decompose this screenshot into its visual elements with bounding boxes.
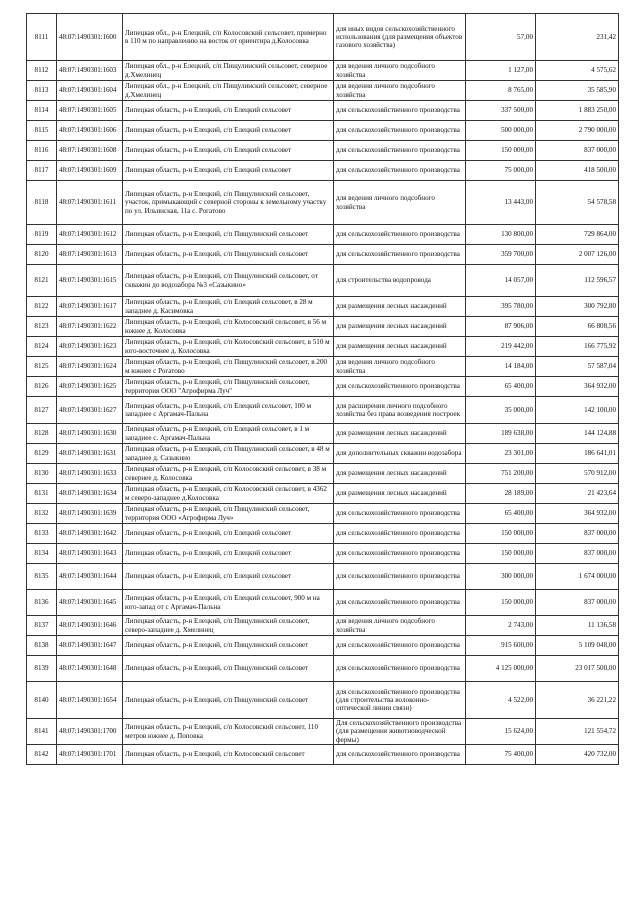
table-row [27,14,619,61]
cadastral-number-cell: 48:07:1490301:1634 [57,484,123,504]
row-number-cell: 8141 [27,719,57,745]
plot-address-cell: Липецкая обл., р-н Елецкий, с/п Пищулинский сельсовет, северное д.Хмелинец [123,81,334,101]
permitted-use-cell: для строительства водопровода [334,265,466,297]
cadastral-value-cell: 54 578,58 [536,181,619,225]
cadastral-number-cell: 48:07:1490301:1639 [57,504,123,524]
cadastral-value-cell: 186 641,01 [536,444,619,464]
cadastral-number-cell: 48:07:1490301:1642 [57,524,123,544]
plot-address-cell: Липецкая область, р-н Елецкий, с/п Пищулинский сельсовет, территория ООО "Агрофирма Луч" [123,377,334,397]
permitted-use-cell: для сельскохозяйственного производства [334,544,466,564]
permitted-use-cell: для размещения лесных насаждений [334,464,466,484]
table-row [27,564,619,590]
plot-area-cell: 14 184,00 [466,357,536,377]
plot-area-cell: 150 000,00 [466,141,536,161]
row-number-cell: 8138 [27,636,57,656]
cadastral-number-cell: 48:07:1490301:1625 [57,377,123,397]
cadastral-number-cell: 48:07:1490301:1611 [57,181,123,225]
cadastral-value-cell: 837 000,00 [536,544,619,564]
permitted-use-cell: для сельскохозяйственного производства [334,245,466,265]
cadastral-number-cell: 48:07:1490301:1608 [57,141,123,161]
table-row [27,656,619,682]
plot-address-cell: Липецкая область, р-н Елецкий, с/п Пищулинский сельсовет, в 48 м западнее д. Сазыкино [123,444,334,464]
permitted-use-cell: для сельскохозяйственного производства [334,101,466,121]
plot-area-cell: 150 000,00 [466,590,536,616]
table-row [27,524,619,544]
plot-area-cell: 300 000,00 [466,564,536,590]
table-row [27,590,619,616]
table-row [27,377,619,397]
cadastral-value-cell: 121 554,72 [536,719,619,745]
cadastral-value-cell: 11 136,58 [536,616,619,636]
cadastral-number-cell: 48:07:1490301:1646 [57,616,123,636]
cadastral-value-cell: 144 124,88 [536,424,619,444]
plot-address-cell: Липецкая область, р-н Елецкий, с/п Елецкий сельсовет [123,524,334,544]
cadastral-number-cell: 48:07:1490301:1605 [57,101,123,121]
plot-address-cell: Липецкая область, р-н Елецкий, с/п Пищулинский сельсовет, участок, примыкающий с северной стороны к земельному участку по ул. Ильинская, 11а с. Рогатово [123,181,334,225]
row-number-cell: 8133 [27,524,57,544]
plot-address-cell: Липецкая область, р-н Елецкий, с/п Колосовский сельсовет, в 56 м южнее д. Колосовка [123,317,334,337]
permitted-use-cell: для размещения лесных насаждений [334,484,466,504]
row-number-cell: 8117 [27,161,57,181]
permitted-use-cell: для ведения личного подсобного хозяйства [334,61,466,81]
plot-address-cell: Липецкая область, р-н Елецкий, с/п Пищулинский сельсовет, в 200 м южнее с Рогатово [123,357,334,377]
permitted-use-cell: для сельскохозяйственного производства [334,161,466,181]
plot-area-cell: 15 624,00 [466,719,536,745]
table-row [27,682,619,719]
plot-address-cell: Липецкая область, р-н Елецкий, с/п Елецкий сельсовет [123,161,334,181]
row-number-cell: 8135 [27,564,57,590]
row-number-cell: 8113 [27,81,57,101]
plot-address-cell: Липецкая область, р-н Елецкий, с/п Елецкий сельсовет [123,564,334,590]
cadastral-value-cell: 231,42 [536,14,619,61]
permitted-use-cell: для ведения личного подсобного хозяйства [334,357,466,377]
table-row [27,81,619,101]
table-row [27,544,619,564]
table-row [27,245,619,265]
table-row [27,297,619,317]
permitted-use-cell: для сельскохозяйственного производства [334,564,466,590]
permitted-use-cell: для ведения личного подсобного хозяйства [334,616,466,636]
plot-area-cell: 4 522,00 [466,682,536,719]
cadastral-value-cell: 1 674 000,00 [536,564,619,590]
cadastral-number-cell: 48:07:1490301:1631 [57,444,123,464]
plot-address-cell: Липецкая область, р-н Елецкий, с/п Пищулинский сельсовет, северо-западнее д. Хмелинец [123,616,334,636]
plot-area-cell: 13 443,00 [466,181,536,225]
plot-address-cell: Липецкая область, р-н Елецкий, с/п Пищулинский сельсовет [123,682,334,719]
cadastral-value-cell: 364 932,00 [536,377,619,397]
plot-address-cell: Липецкая область, р-н Елецкий, с/п Елецкий сельсовет [123,141,334,161]
plot-address-cell: Липецкая область, р-н Елецкий, с/п Колосовский сельсовет [123,745,334,765]
cadastral-number-cell: 48:07:1490301:1648 [57,656,123,682]
table-row [27,444,619,464]
permitted-use-cell: для сельскохозяйственного производства [334,141,466,161]
row-number-cell: 8121 [27,265,57,297]
row-number-cell: 8124 [27,337,57,357]
cadastral-value-cell: 837 000,00 [536,590,619,616]
table-row [27,265,619,297]
cadastral-number-cell: 48:07:1490301:1606 [57,121,123,141]
row-number-cell: 8114 [27,101,57,121]
cadastral-number-cell: 48:07:1490301:1604 [57,81,123,101]
row-number-cell: 8130 [27,464,57,484]
table-row [27,719,619,745]
plot-area-cell: 500 000,00 [466,121,536,141]
cadastral-value-cell: 23 017 500,00 [536,656,619,682]
table-row [27,317,619,337]
plot-address-cell: Липецкая область, р-н Елецкий, с/п Пищулинский сельсовет [123,225,334,245]
cadastral-number-cell: 48:07:1490301:1647 [57,636,123,656]
table-row [27,61,619,81]
table-row [27,141,619,161]
permitted-use-cell: для размещения лесных насаждений [334,297,466,317]
row-number-cell: 8119 [27,225,57,245]
row-number-cell: 8140 [27,682,57,719]
row-number-cell: 8132 [27,504,57,524]
cadastral-value-cell: 364 932,00 [536,504,619,524]
cadastral-value-cell: 2 007 126,00 [536,245,619,265]
permitted-use-cell: для размещения лесных насаждений [334,337,466,357]
cadastral-number-cell: 48:07:1490301:1633 [57,464,123,484]
plot-address-cell: Липецкая область, р-н Елецкий, с/п Пищулинский сельсовет [123,656,334,682]
plot-address-cell: Липецкая область, р-н Елецкий, с/п Елецкий сельсовет [123,121,334,141]
plot-area-cell: 1 127,00 [466,61,536,81]
permitted-use-cell: для сельскохозяйственного производства [334,656,466,682]
plot-area-cell: 87 906,00 [466,317,536,337]
cadastral-value-cell: 837 000,00 [536,524,619,544]
plot-address-cell: Липецкая область, р-н Елецкий, с/п Колосовский сельсовет, в 38 м севернее д. Колосовка [123,464,334,484]
plot-area-cell: 28 189,00 [466,484,536,504]
cadastral-number-cell: 48:07:1490301:1613 [57,245,123,265]
cadastral-value-cell: 5 109 048,00 [536,636,619,656]
row-number-cell: 8142 [27,745,57,765]
table-row [27,357,619,377]
plot-address-cell: Липецкая область, р-н Елецкий, с/п Пищулинский сельсовет, от скважин до водозабора №3 «Сазыкино» [123,265,334,297]
cadastral-number-cell: 48:07:1490301:1630 [57,424,123,444]
table-row [27,636,619,656]
cadastral-number-cell: 48:07:1490301:1700 [57,719,123,745]
permitted-use-cell: для ведения личного подсобного хозяйства [334,81,466,101]
row-number-cell: 8125 [27,357,57,377]
plot-address-cell: Липецкая область, р-н Елецкий, с/п Пищулинский сельсовет [123,245,334,265]
permitted-use-cell: для дополнительных скважин водозабора [334,444,466,464]
cadastral-value-cell: 420 732,00 [536,745,619,765]
row-number-cell: 8111 [27,14,57,61]
row-number-cell: 8116 [27,141,57,161]
cadastral-value-cell: 729 864,00 [536,225,619,245]
cadastral-value-cell: 2 790 000,00 [536,121,619,141]
permitted-use-cell: Для сельскохозяйственного производства (для размещения животноводческой фермы) [334,719,466,745]
plot-area-cell: 915 600,00 [466,636,536,656]
plot-address-cell: Липецкая область, р-н Елецкий, с/п Елецкий сельсовет [123,544,334,564]
plot-area-cell: 57,00 [466,14,536,61]
row-number-cell: 8137 [27,616,57,636]
cadastral-number-cell: 48:07:1490301:1623 [57,337,123,357]
plot-area-cell: 219 442,00 [466,337,536,357]
cadastral-number-cell: 48:07:1490301:1645 [57,590,123,616]
plot-area-cell: 75 000,00 [466,161,536,181]
table-row [27,397,619,424]
plot-address-cell: Липецкая область, р-н Елецкий, с/п Елецкий сельсовет, в 28 м западнее д. Касимовка [123,297,334,317]
permitted-use-cell: для сельскохозяйственного производства [334,225,466,245]
cadastral-value-cell: 36 221,22 [536,682,619,719]
plot-area-cell: 751 200,00 [466,464,536,484]
cadastral-number-cell: 48:07:1490301:1600 [57,14,123,61]
cadastral-value-cell: 142 100,00 [536,397,619,424]
plot-area-cell: 14 057,00 [466,265,536,297]
row-number-cell: 8122 [27,297,57,317]
table-row [27,616,619,636]
table-row [27,464,619,484]
cadastral-number-cell: 48:07:1490301:1617 [57,297,123,317]
plot-area-cell: 337 500,00 [466,101,536,121]
plot-address-cell: Липецкая обл., р-н Елецкий, с/п Колосовский сельсовет, примерно в 110 м по направлению на восток от ориентира д.Колосовка [123,14,334,61]
cadastral-number-cell: 48:07:1490301:1654 [57,682,123,719]
plot-address-cell: Липецкая область, р-н Елецкий, с/п Колосовский сельсовет, в 4362 м северо-западнее д.Колосовка [123,484,334,504]
permitted-use-cell: для сельскохозяйственного производства [334,590,466,616]
plot-area-cell: 8 765,00 [466,81,536,101]
plot-address-cell: Липецкая область, р-н Елецкий, с/п Колосовский сельсовет, в 510 м юго-восточнее д. Колосовка [123,337,334,357]
row-number-cell: 8126 [27,377,57,397]
row-number-cell: 8123 [27,317,57,337]
cadastral-value-cell: 35 585,90 [536,81,619,101]
plot-area-cell: 395 780,00 [466,297,536,317]
row-number-cell: 8136 [27,590,57,616]
permitted-use-cell: для иных видов сельскохозяйственного использования (для размещения объектов газового хозяйства) [334,14,466,61]
plot-area-cell: 23 301,00 [466,444,536,464]
plot-area-cell: 35 000,00 [466,397,536,424]
table-row [27,121,619,141]
cadastral-value-cell: 21 423,64 [536,484,619,504]
row-number-cell: 8115 [27,121,57,141]
cadastral-number-cell: 48:07:1490301:1603 [57,61,123,81]
table-row [27,745,619,765]
permitted-use-cell: для сельскохозяйственного производства [334,377,466,397]
row-number-cell: 8131 [27,484,57,504]
row-number-cell: 8139 [27,656,57,682]
table-row [27,424,619,444]
cadastral-value-cell: 57 587,04 [536,357,619,377]
cadastral-number-cell: 48:07:1490301:1615 [57,265,123,297]
permitted-use-cell: для сельскохозяйственного производства (для строительства волоконно-оптической линии связи) [334,682,466,719]
cadastral-value-cell: 166 775,92 [536,337,619,357]
plot-area-cell: 189 638,00 [466,424,536,444]
permitted-use-cell: для размещения лесных насаждений [334,424,466,444]
row-number-cell: 8129 [27,444,57,464]
cadastral-number-cell: 48:07:1490301:1622 [57,317,123,337]
land-plot-registry-table [26,13,619,765]
cadastral-number-cell: 48:07:1490301:1644 [57,564,123,590]
permitted-use-cell: для расширения личного подсобного хозяйства без права возведения построек [334,397,466,424]
cadastral-number-cell: 48:07:1490301:1609 [57,161,123,181]
plot-area-cell: 150 000,00 [466,524,536,544]
cadastral-number-cell: 48:07:1490301:1624 [57,357,123,377]
row-number-cell: 8134 [27,544,57,564]
cadastral-value-cell: 570 912,00 [536,464,619,484]
plot-address-cell: Липецкая область, р-н Елецкий, с/п Елецкий сельсовет, 100 м западнее с Аргамач-Пальна [123,397,334,424]
table-row [27,337,619,357]
plot-area-cell: 2 743,00 [466,616,536,636]
permitted-use-cell: для сельскохозяйственного производства [334,504,466,524]
cadastral-value-cell: 418 500,00 [536,161,619,181]
plot-area-cell: 65 400,00 [466,377,536,397]
cadastral-value-cell: 837 000,00 [536,141,619,161]
cadastral-value-cell: 1 883 250,00 [536,101,619,121]
table-row [27,225,619,245]
cadastral-number-cell: 48:07:1490301:1643 [57,544,123,564]
plot-address-cell: Липецкая обл., р-н Елецкий, с/п Пищулинский сельсовет, северное д.Хмелинец [123,61,334,81]
plot-address-cell: Липецкая область, р-н Елецкий, с/п Елецкий сельсовет, 900 м на юго-запад от с Аргамач-Пальна [123,590,334,616]
table-row [27,504,619,524]
plot-area-cell: 130 800,00 [466,225,536,245]
plot-area-cell: 65 400,00 [466,504,536,524]
permitted-use-cell: для ведения личного подсобного хозяйства [334,181,466,225]
cadastral-number-cell: 48:07:1490301:1701 [57,745,123,765]
row-number-cell: 8118 [27,181,57,225]
plot-address-cell: Липецкая область, р-н Елецкий, с/п Пищулинский сельсовет [123,636,334,656]
plot-address-cell: Липецкая область, р-н Елецкий, с/п Пищулинский сельсовет, территория ООО «Агрофирма Луч» [123,504,334,524]
permitted-use-cell: для сельскохозяйственного производства [334,745,466,765]
cadastral-number-cell: 48:07:1490301:1627 [57,397,123,424]
table-row [27,484,619,504]
plot-area-cell: 359 700,00 [466,245,536,265]
cadastral-value-cell: 66 808,56 [536,317,619,337]
permitted-use-cell: для сельскохозяйственного производства [334,524,466,544]
table-row [27,161,619,181]
plot-address-cell: Липецкая область, р-н Елецкий, с/п Елецкий сельсовет [123,101,334,121]
cadastral-value-cell: 300 792,80 [536,297,619,317]
plot-address-cell: Липецкая область, р-н Елецкий, с/п Колосовский сельсовет, 110 метров южнее д. Поповка [123,719,334,745]
cadastral-value-cell: 4 575,62 [536,61,619,81]
cadastral-number-cell: 48:07:1490301:1612 [57,225,123,245]
cadastral-value-cell: 112 596,57 [536,265,619,297]
plot-area-cell: 75 400,00 [466,745,536,765]
row-number-cell: 8112 [27,61,57,81]
registry-rows [27,14,619,765]
permitted-use-cell: для размещения лесных насаждений [334,317,466,337]
row-number-cell: 8120 [27,245,57,265]
table-row [27,101,619,121]
permitted-use-cell: для сельскохозяйственного производства [334,636,466,656]
permitted-use-cell: для сельскохозяйственного производства [334,121,466,141]
table-row [27,181,619,225]
row-number-cell: 8128 [27,424,57,444]
plot-address-cell: Липецкая область, р-н Елецкий, с/п Елецкий сельсовет, в 1 м западнее с. Аргамач-Пальна [123,424,334,444]
row-number-cell: 8127 [27,397,57,424]
plot-area-cell: 4 125 000,00 [466,656,536,682]
plot-area-cell: 150 000,00 [466,544,536,564]
